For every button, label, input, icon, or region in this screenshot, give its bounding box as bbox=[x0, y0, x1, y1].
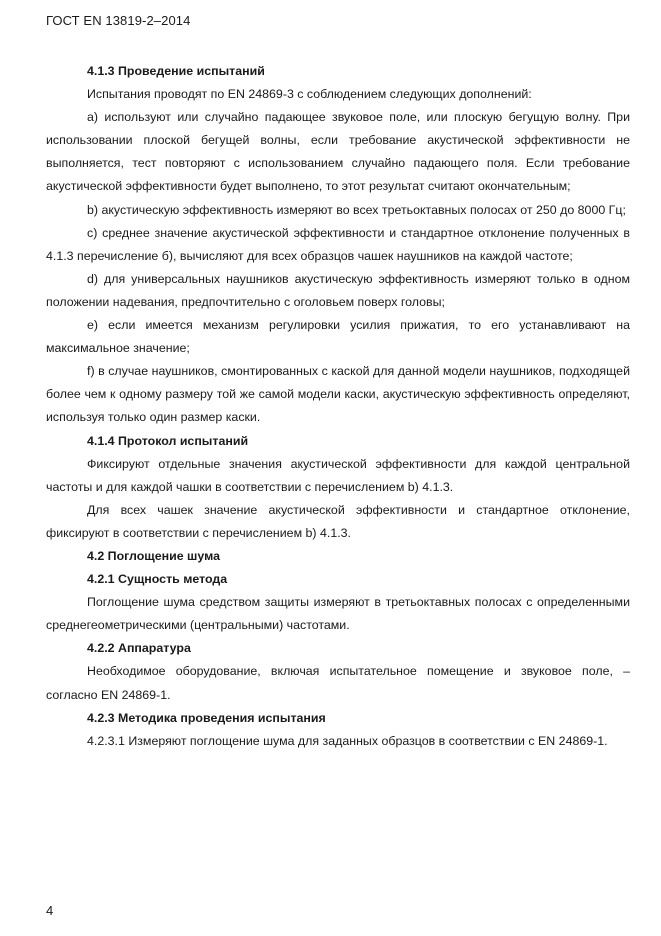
section-heading: 4.1.3 Проведение испытаний bbox=[87, 64, 265, 78]
list-item: e) если имеется механизм регулировки усилия прижатия, то его устанавливают на максимальное значение; bbox=[46, 318, 630, 356]
section-heading: 4.2.1 Сущность метода bbox=[87, 572, 228, 587]
section-heading: 4.2.2 Аппаратура bbox=[87, 641, 191, 656]
paragraph: Фиксируют отдельные значения акустической эффективности для каждой центральной частоты и для каждой чашки в соответствии с перечислением b) 4.1.3. bbox=[46, 456, 630, 494]
document-body bbox=[46, 60, 630, 753]
paragraph: Для всех чашек значение акустической эффективности и стандартное отклонение, фиксируют в соответствии с перечислением b) 4.1.3. bbox=[46, 502, 630, 540]
list-item: f) в случае наушников, смонтированных с каской для данной модели наушников, подходящей более чем к одному размеру той же самой модели каски, акустическую эффективность определяют, используя только один размер каски. bbox=[46, 364, 630, 425]
paragraph: Поглощение шума средством защиты измеряют в третьоктавных полосах с определенными среднегеометрическими (центральными) частотами. bbox=[46, 595, 630, 633]
list-item: d) для универсальных наушников акустическую эффективность измеряют только в одном положении надевания, предпочтительно с оголовьем поверх головы; bbox=[46, 271, 630, 309]
paragraph: Необходимое оборудование, включая испытательное помещение и звуковое поле, – согласно EN 24869-1. bbox=[46, 664, 630, 702]
page-number: 4 bbox=[46, 903, 54, 918]
paragraph: 4.2.3.1 Измеряют поглощение шума для заданных образцов в соответствии с EN 24869-1. bbox=[87, 733, 608, 748]
section-heading: 4.2 Поглощение шума bbox=[87, 548, 220, 563]
document-header: ГОСТ EN 13819-2–2014 bbox=[46, 13, 191, 28]
list-item: b) акустическую эффективность измеряют во всех третьоктавных полосах от 250 до 8000 Гц; bbox=[87, 202, 626, 217]
list-item: c) среднее значение акустической эффективности и стандартное отклонение полученных в 4.1.3 перечисление б), вычисляют для всех образцов чашек наушников на каждой частоте; bbox=[46, 225, 630, 263]
paragraph: Испытания проводят по EN 24869-3 с соблюдением следующих дополнений: bbox=[87, 87, 532, 102]
list-item: a) используют или случайно падающее звуковое поле, или плоскую бегущую волну. При использовании плоской бегущей волны, если требование акустической эффективности не выполняется, тест повторяют с использованием случайно падающего поля. Если требование акустической эффективности будет выполнено, то этот результат считают окончательным; bbox=[46, 110, 630, 194]
section-heading: 4.2.3 Методика проведения испытания bbox=[87, 710, 326, 725]
section-heading: 4.1.4 Протокол испытаний bbox=[87, 433, 249, 448]
